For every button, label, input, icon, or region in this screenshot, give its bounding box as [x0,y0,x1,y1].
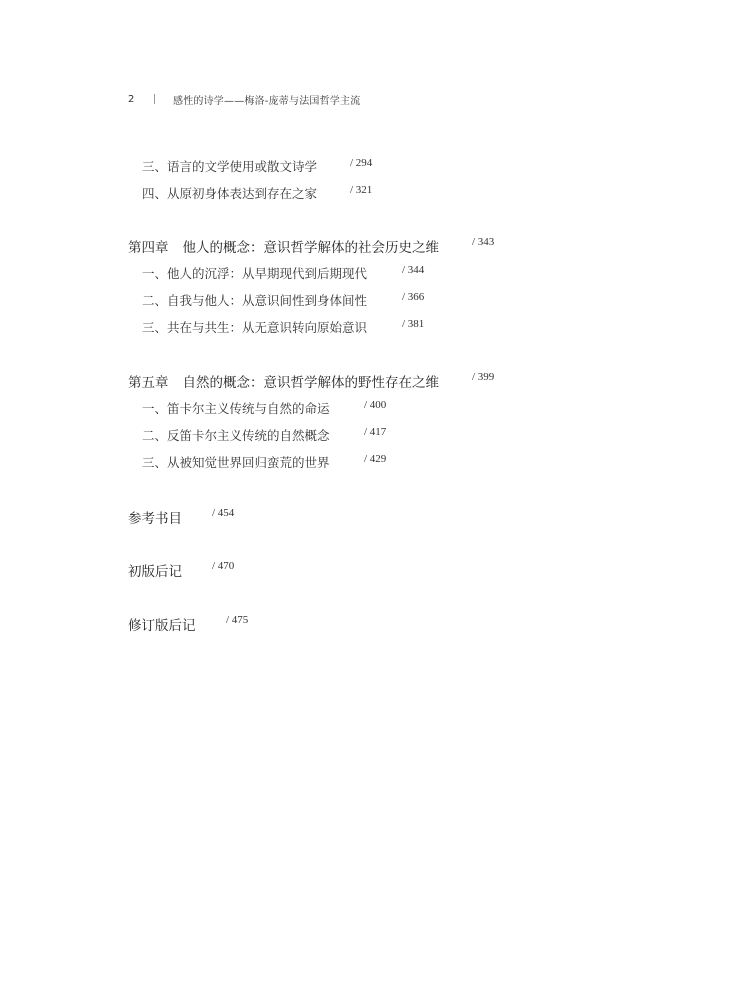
toc-section-item[interactable] [142,184,373,202]
backmatter-page-number: / 454 [212,507,235,519]
section-title: 三、语言的文学使用或散文诗学 [142,159,318,174]
toc-section-item[interactable] [142,291,425,309]
toc-backmatter-item[interactable] [128,507,235,527]
toc-backmatter-item[interactable] [128,614,249,634]
section-page-number: / 321 [350,184,373,196]
section-page-number: / 344 [402,264,425,276]
section-page-number: / 294 [350,157,373,169]
section-page-number: / 429 [364,453,387,465]
chapter-title: 自然的概念：意识哲学解体的野性存在之维 [182,375,439,391]
chapter-page-number: / 399 [472,371,495,383]
page-number: 2 [128,93,135,105]
backmatter-title: 修订版后记 [128,618,196,634]
section-title: 四、从原初身体表达到存在之家 [142,186,318,201]
toc-section-item[interactable] [142,157,373,175]
toc-section-item[interactable] [142,399,387,417]
chapter-number: 第五章 [128,375,169,391]
section-title: 二、反笛卡尔主义传统的自然概念 [142,428,330,443]
chapter-number: 第四章 [128,240,169,256]
header-divider [154,94,155,104]
backmatter-page-number: / 470 [212,560,235,572]
section-title: 二、自我与他人：从意识间性到身体间性 [142,293,368,308]
section-page-number: / 417 [364,426,387,438]
toc-chapter-heading[interactable] [128,236,495,256]
toc-section-item[interactable] [142,318,425,336]
toc-section-item[interactable] [142,426,387,444]
book-title: 感性的诗学——梅洛-庞蒂与法国哲学主流 [173,95,361,107]
toc-section-item[interactable] [142,264,425,282]
toc-chapter-heading[interactable] [128,371,495,391]
chapter-page-number: / 343 [472,236,495,248]
running-head [128,90,360,108]
section-title: 一、笛卡尔主义传统与自然的命运 [142,401,330,416]
toc-section-item[interactable] [142,453,387,471]
section-title: 一、他人的沉浮：从早期现代到后期现代 [142,266,368,281]
toc-backmatter-item[interactable] [128,560,235,580]
section-page-number: / 381 [402,318,425,330]
section-page-number: / 366 [402,291,425,303]
section-page-number: / 400 [364,399,387,411]
backmatter-page-number: / 475 [226,614,249,626]
section-title: 三、从被知觉世界回归蛮荒的世界 [142,455,330,470]
backmatter-title: 初版后记 [128,564,182,580]
chapter-title: 他人的概念：意识哲学解体的社会历史之维 [182,240,439,256]
backmatter-title: 参考书目 [128,511,182,527]
section-title: 三、共在与共生：从无意识转向原始意识 [142,320,368,335]
